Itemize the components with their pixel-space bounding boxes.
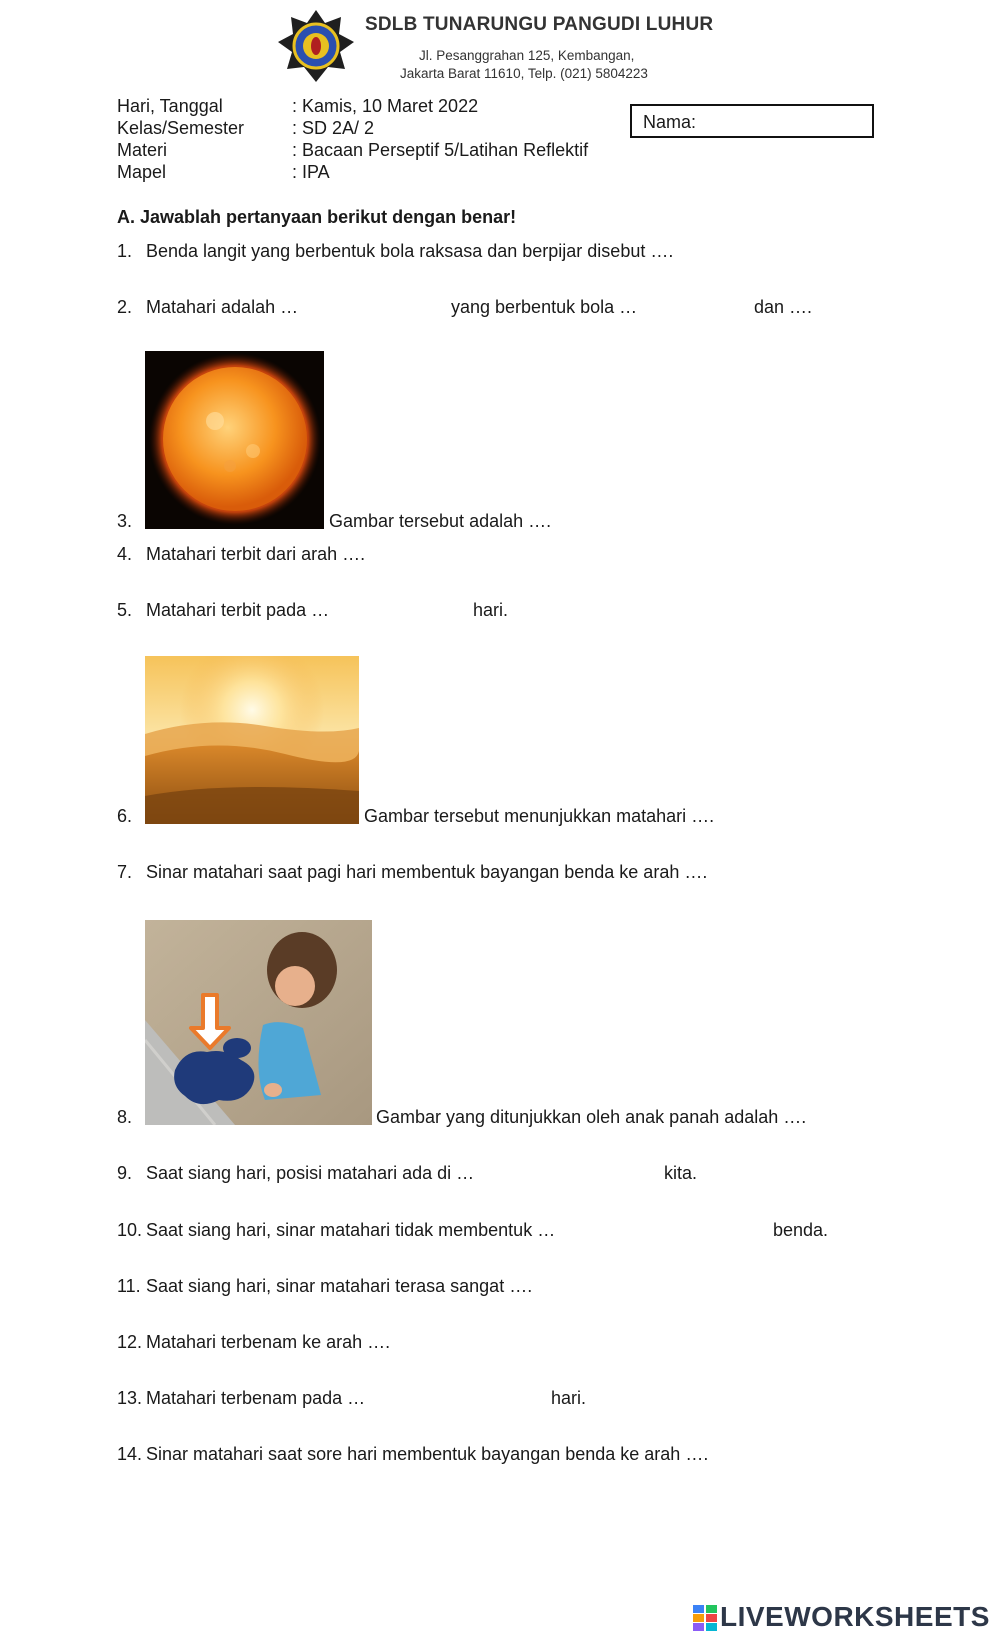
school-logo xyxy=(277,9,355,83)
question-number-12: 12. xyxy=(117,1332,143,1352)
liveworksheets-logo-icon xyxy=(693,1605,717,1631)
question-text-6: Gambar tersebut menunjukkan matahari …. xyxy=(364,806,715,826)
question-text-12: Matahari terbenam ke arah …. xyxy=(146,1332,391,1352)
name-field[interactable] xyxy=(630,104,874,138)
question-number-5: 5. xyxy=(117,600,133,620)
question-text-13a: Matahari terbenam pada … xyxy=(146,1388,366,1408)
question-text-9a: Saat siang hari, posisi matahari ada di … xyxy=(146,1163,475,1183)
name-label: Nama: xyxy=(643,112,697,132)
section-title: A. Jawablah pertanyaan berikut dengan benar! xyxy=(117,207,517,227)
question-number-4: 4. xyxy=(117,544,133,564)
question-number-8: 8. xyxy=(117,1107,133,1127)
question-text-13b: hari. xyxy=(551,1388,587,1408)
info-label-material: Materi xyxy=(117,140,168,160)
question-text-10a: Saat siang hari, sinar matahari tidak membentuk … xyxy=(146,1220,556,1240)
question-number-9: 9. xyxy=(117,1163,133,1183)
question-text-9b: kita. xyxy=(664,1163,698,1183)
question-number-6: 6. xyxy=(117,806,133,826)
question-text-2b: yang berbentuk bola … xyxy=(451,297,638,317)
shadow-image xyxy=(145,920,372,1125)
question-number-7: 7. xyxy=(117,862,133,882)
address-line-1: Jl. Pesanggrahan 125, Kembangan, xyxy=(419,48,635,63)
question-text-1: Benda langit yang berbentuk bola raksasa dan berpijar disebut …. xyxy=(146,241,674,261)
info-value-material: : Bacaan Perseptif 5/Latihan Reflektif xyxy=(292,140,589,160)
question-text-11: Saat siang hari, sinar matahari terasa sangat …. xyxy=(146,1276,533,1296)
question-text-2a: Matahari adalah … xyxy=(146,297,299,317)
question-number-3: 3. xyxy=(117,511,133,531)
question-text-8: Gambar yang ditunjukkan oleh anak panah adalah …. xyxy=(376,1107,807,1127)
question-number-13: 13. xyxy=(117,1388,143,1408)
question-text-3: Gambar tersebut adalah …. xyxy=(329,511,552,531)
school-name: SDLB TUNARUNGU PANGUDI LUHUR xyxy=(365,14,714,35)
liveworksheets-brand: LIVEWORKSHEETS xyxy=(720,1601,990,1632)
question-text-5b: hari. xyxy=(473,600,509,620)
info-label-date: Hari, Tanggal xyxy=(117,96,223,116)
question-text-5a: Matahari terbit pada … xyxy=(146,600,330,620)
question-text-4: Matahari terbit dari arah …. xyxy=(146,544,366,564)
address-line-2: Jakarta Barat 11610, Telp. (021) 5804223 xyxy=(400,66,648,81)
question-text-2c: dan …. xyxy=(754,297,813,317)
sunrise-image xyxy=(145,656,359,824)
question-number-11: 11. xyxy=(117,1276,141,1296)
info-label-class: Kelas/Semester xyxy=(117,118,245,138)
question-text-7: Sinar matahari saat pagi hari membentuk bayangan benda ke arah …. xyxy=(146,862,708,882)
info-value-class: : SD 2A/ 2 xyxy=(292,118,375,138)
question-number-10: 10. xyxy=(117,1220,143,1240)
info-label-subject: Mapel xyxy=(117,162,167,182)
question-text-14: Sinar matahari saat sore hari membentuk bayangan benda ke arah …. xyxy=(146,1444,709,1464)
info-value-subject: : IPA xyxy=(292,162,330,182)
question-number-2: 2. xyxy=(117,297,133,317)
question-text-10b: benda. xyxy=(773,1220,829,1240)
sun-image xyxy=(145,351,324,529)
info-value-date: : Kamis, 10 Maret 2022 xyxy=(292,96,479,116)
question-number-1: 1. xyxy=(117,241,133,261)
question-number-14: 14. xyxy=(117,1444,143,1464)
